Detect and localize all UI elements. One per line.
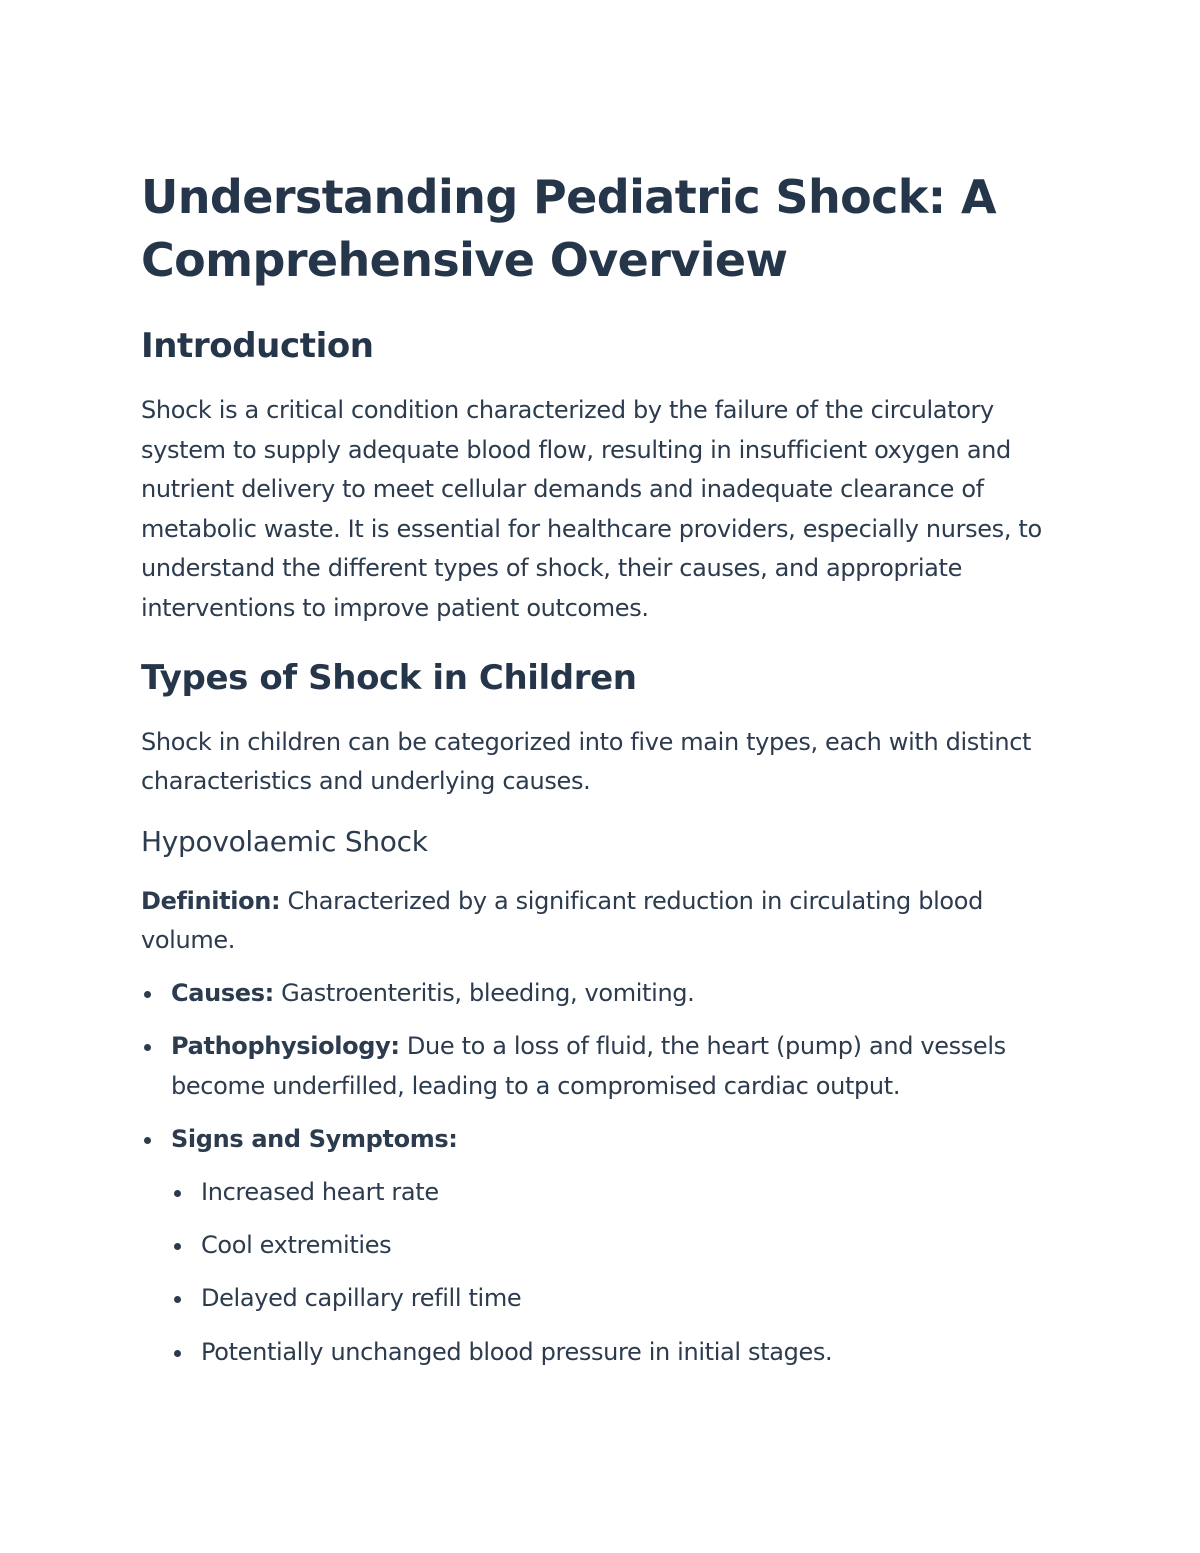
bullet-icon [144,991,151,998]
definition-text: Characterized by a significant reduction in circulating blood volume. [141,886,983,955]
sign-text: Increased heart rate [201,1178,439,1207]
bullet-icon [174,1350,181,1357]
bullet-icon [144,1044,151,1051]
list-item-signs-and-symptoms [141,1120,1061,1372]
list-item [171,1333,1061,1373]
definition-paragraph [141,882,1061,961]
bullet-icon [144,1137,151,1144]
introduction-paragraph: Shock is a critical condition characterized by the failure of the circulatory system to supply adequate blood flow, resulting in insufficient oxygen and nutrient delivery to meet cellular demands and inadequate clearance of metabolic waste. It is essential for healthcare providers, especially nurses, to understand the different types of shock, their causes, and appropriate interventions to improve patient outcomes. [141,396,1042,622]
causes-text: Gastroenteritis, bleeding, vomiting. [273,978,695,1007]
signs-list [171,1173,1061,1372]
section-heading-types-of-shock: Types of Shock in Children [141,657,637,698]
sign-text: Cool extremities [201,1231,392,1260]
pathophysiology-text: Due to a loss of fluid, the heart (pump) and vessels become underfilled, leading to a compromised cardiac output. [171,1032,1006,1100]
sign-text: Potentially unchanged blood pressure in initial stages. [201,1337,833,1366]
definition-label: Definition: [141,886,281,915]
causes-label: Causes: [171,978,274,1007]
bullet-icon [174,1243,181,1250]
list-item [171,1226,1061,1266]
pathophysiology-label: Pathophysiology: [171,1032,400,1061]
hypovolaemic-details-list [141,974,1061,1372]
list-item-pathophysiology [141,1027,1061,1106]
list-item-causes [141,974,1061,1014]
document-page [141,166,1061,1386]
page-title: Understanding Pediatric Shock: A Comprehensive Overview [141,170,996,287]
signs-label: Signs and Symptoms: [171,1124,458,1153]
subsection-heading-hypovolaemic-shock: Hypovolaemic Shock [141,824,428,858]
section-heading-introduction: Introduction [141,326,374,366]
list-item [171,1173,1061,1213]
sign-text: Delayed capillary refill time [201,1284,522,1313]
types-paragraph: Shock in children can be categorized into five main types, each with distinct characteristics and underlying causes. [141,727,1032,796]
list-item [171,1279,1061,1319]
bullet-icon [174,1296,181,1303]
bullet-icon [174,1190,181,1197]
